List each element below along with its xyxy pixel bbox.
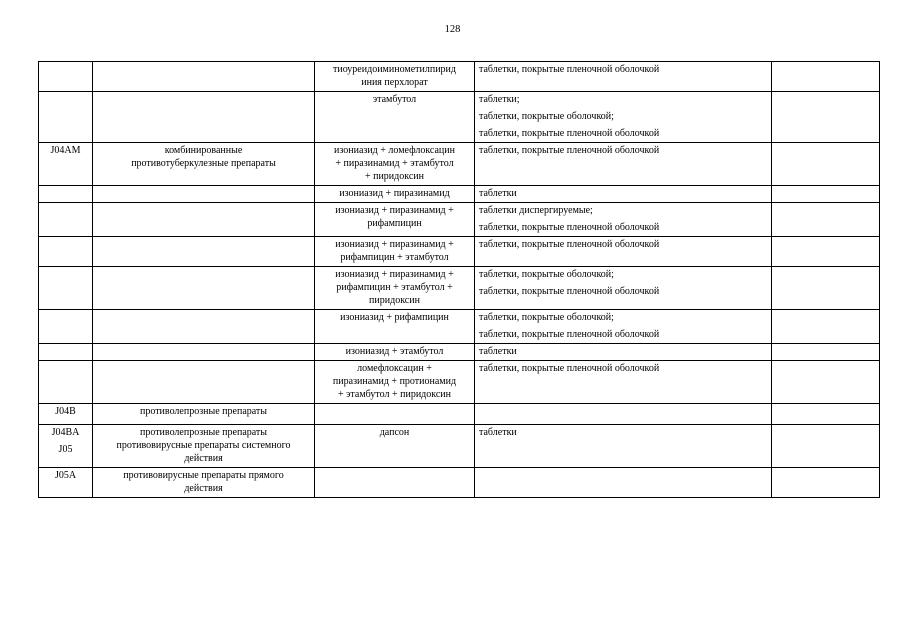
drug-name-line: + пиридоксин (364, 171, 425, 182)
table-row (39, 310, 880, 344)
dosage-form: таблетки, покрытые оболочкой; (479, 312, 614, 323)
drug-name-line: пиридоксин (369, 295, 420, 306)
dosage-form: таблетки (479, 427, 517, 438)
group-name-cell (93, 310, 315, 344)
drug-name-line: пиразинамид + протионамид (332, 376, 457, 387)
table-row (39, 237, 880, 267)
group-name-cell (93, 92, 315, 143)
table-row (39, 92, 880, 143)
atc-code-cell (39, 404, 93, 425)
group-name-cell (93, 143, 315, 186)
drug-name-cell (315, 468, 475, 498)
group-name-cell (93, 468, 315, 498)
empty-cell (772, 92, 880, 143)
group-name-line: действия (184, 453, 223, 464)
empty-cell (772, 344, 880, 361)
drug-name-line: изониазид + этамбутол (345, 346, 444, 357)
drug-name-cell (315, 92, 475, 143)
atc-code-cell (39, 361, 93, 404)
dosage-form-cell (475, 62, 772, 92)
group-name-line: противовирусные препараты системного (116, 440, 291, 451)
table-row (39, 425, 880, 468)
atc-code-cell (39, 143, 93, 186)
drug-name-line: рифампицин + этамбутол (340, 252, 449, 263)
dosage-form-cell (475, 310, 772, 344)
drug-name-cell (315, 62, 475, 92)
atc-code-cell (39, 425, 93, 468)
dosage-form: таблетки, покрытые пленочной оболочкой (479, 145, 660, 156)
dosage-form: таблетки (479, 346, 517, 357)
group-name-cell (93, 404, 315, 425)
table-row (39, 344, 880, 361)
dosage-form-cell (475, 92, 772, 143)
empty-cell (772, 404, 880, 425)
drug-name-cell (315, 186, 475, 203)
empty-cell (772, 237, 880, 267)
drug-name-line: изониазид + ломефлоксацин (334, 145, 455, 156)
atc-code-cell (39, 203, 93, 237)
table-row (39, 186, 880, 203)
drug-name-line: этамбутол (372, 94, 417, 105)
empty-cell (772, 62, 880, 92)
drug-name-cell (315, 267, 475, 310)
group-name-cell (93, 361, 315, 404)
dosage-form-cell (475, 425, 772, 468)
atc-code: J05 (58, 444, 73, 455)
dosage-form-cell (475, 203, 772, 237)
drug-name-cell (315, 344, 475, 361)
dosage-form: таблетки, покрытые пленочной оболочкой (479, 329, 660, 340)
dosage-form: таблетки, покрытые пленочной оболочкой (479, 239, 660, 250)
empty-cell (772, 267, 880, 310)
dosage-form: таблетки, покрытые оболочкой; (479, 111, 614, 122)
dosage-form-cell (475, 143, 772, 186)
drug-name-line: + этамбутол + пиридоксин (337, 389, 452, 400)
drug-name-cell (315, 425, 475, 468)
atc-code-cell (39, 344, 93, 361)
dosage-form: таблетки, покрытые пленочной оболочкой (479, 64, 660, 75)
group-name-cell (93, 186, 315, 203)
table-row (39, 361, 880, 404)
drug-name-line: ломефлоксацин + (357, 363, 432, 374)
group-name-cell (93, 237, 315, 267)
atc-code-cell (39, 310, 93, 344)
dosage-form-cell (475, 468, 772, 498)
group-name-line: противовирусные препараты прямого (123, 470, 284, 481)
group-name-cell (93, 344, 315, 361)
empty-cell (772, 186, 880, 203)
empty-cell (772, 143, 880, 186)
dosage-form: таблетки, покрытые пленочной оболочкой (479, 222, 660, 233)
group-name-cell (93, 62, 315, 92)
dosage-form: таблетки, покрытые пленочной оболочкой (479, 128, 660, 139)
group-name-line: противолепрозные препараты (139, 406, 268, 417)
group-name-line: комбинированные (164, 145, 243, 156)
dosage-form-cell (475, 186, 772, 203)
drug-name-line: + пиразинамид + этамбутол (335, 158, 454, 169)
drug-name-line: дапсон (379, 427, 410, 438)
drug-name-cell (315, 237, 475, 267)
dosage-form: таблетки (479, 188, 517, 199)
table-row (39, 468, 880, 498)
drug-name-line: рифампицин + этамбутол + (336, 282, 453, 293)
drug-name-cell (315, 143, 475, 186)
dosage-form-cell (475, 267, 772, 310)
atc-code-cell (39, 92, 93, 143)
table-row (39, 404, 880, 425)
page-number: 128 (444, 24, 461, 35)
atc-code: J05A (54, 470, 77, 481)
drug-name-line: изониазид + пиразинамид + (335, 269, 454, 280)
empty-cell (772, 361, 880, 404)
atc-code-cell (39, 237, 93, 267)
group-name-cell (93, 425, 315, 468)
dosage-form-cell (475, 404, 772, 425)
group-name-cell (93, 203, 315, 237)
atc-code-cell (39, 468, 93, 498)
drug-table (38, 61, 880, 498)
dosage-form: таблетки, покрытые пленочной оболочкой (479, 363, 660, 374)
atc-code: J04AM (50, 145, 81, 156)
atc-code-cell (39, 62, 93, 92)
atc-code: J04B (55, 406, 76, 417)
group-name-cell (93, 267, 315, 310)
drug-name-cell (315, 203, 475, 237)
group-name-line: противотуберкулезные препараты (131, 158, 276, 169)
atc-code: J04BA (51, 427, 80, 438)
drug-name-line: тиоуреидоиминометилпирид (332, 64, 457, 75)
drug-name-line: изониазид + рифампицин (340, 312, 449, 323)
table-row (39, 267, 880, 310)
drug-name-line: изониазид + пиразинамид + (335, 239, 454, 250)
dosage-form-cell (475, 361, 772, 404)
drug-name-line: изониазид + пиразинамид + (335, 205, 454, 216)
drug-name-line: рифампицин (367, 218, 422, 229)
empty-cell (772, 425, 880, 468)
dosage-form-cell (475, 344, 772, 361)
table-row (39, 203, 880, 237)
table-row (39, 62, 880, 92)
atc-code-cell (39, 267, 93, 310)
drug-name-cell (315, 361, 475, 404)
empty-cell (772, 203, 880, 237)
drug-name-line: иния перхлорат (361, 77, 428, 88)
group-name-line: противолепрозные препараты (139, 427, 268, 438)
dosage-form: таблетки; (479, 94, 520, 105)
atc-code-cell (39, 186, 93, 203)
group-name-line: действия (184, 483, 223, 494)
dosage-form: таблетки, покрытые пленочной оболочкой (479, 286, 660, 297)
empty-cell (772, 468, 880, 498)
drug-name-line: изониазид + пиразинамид (339, 188, 450, 199)
table-row (39, 143, 880, 186)
drug-name-cell (315, 404, 475, 425)
dosage-form: таблетки диспергируемые; (479, 205, 593, 216)
drug-name-cell (315, 310, 475, 344)
dosage-form-cell (475, 237, 772, 267)
table-body (39, 62, 880, 498)
empty-cell (772, 310, 880, 344)
dosage-form: таблетки, покрытые оболочкой; (479, 269, 614, 280)
